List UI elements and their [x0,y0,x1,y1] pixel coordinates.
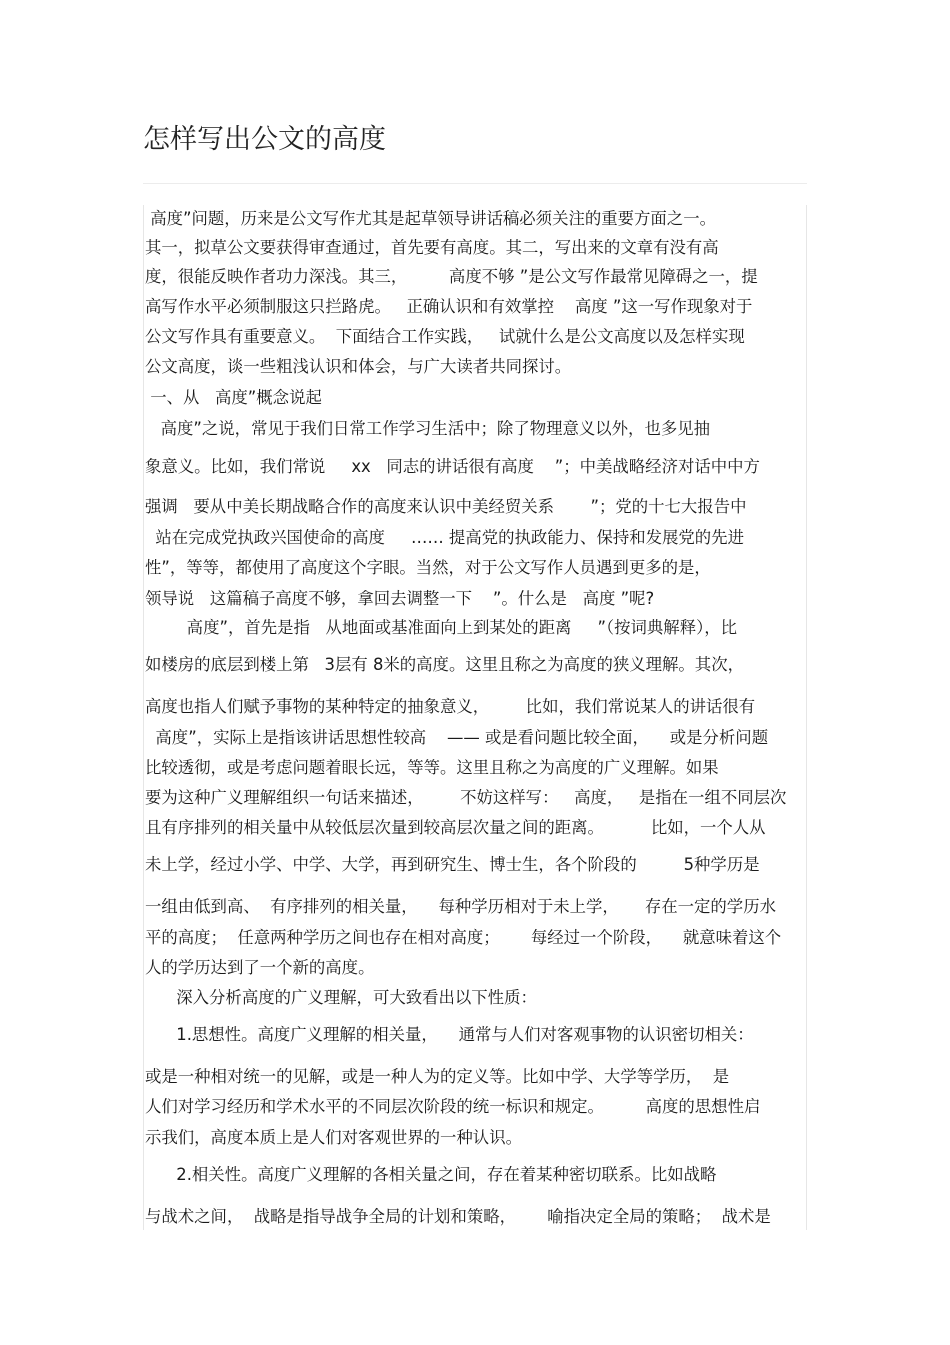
text-line: 公文高度，谈一些粗浅认识和体会，与广大读者共同探讨。 [145,357,572,376]
text-line: 高度也指人们赋予事物的某种特定的抽象意义， 比如，我们常说某人的讲话很有 [145,697,756,716]
text-line: 平的高度； 任意两种学历之间也存在相对高度； 每经过一个阶段， 就意味着这个 [145,928,782,947]
text-line: 高写作水平必须制服这只拦路虎。 正确认识和有效掌控 高度 ”这一写作现象对于 [145,297,753,316]
text-line: 要为这种广义理解组织一句话来描述， 不妨这样写： 高度， 是指在一组不同层次 [145,788,787,807]
text-line: 比较透彻，或是考虑问题着眼长远，等等。这里且称之为高度的广义理解。如果 [145,758,719,777]
text-line: 人们对学习经历和学术水平的不同层次阶段的统一标识和规定。 高度的思想性启 [145,1097,761,1116]
text-line: 示我们，高度本质上是人们对客观世界的一种认识。 [145,1128,522,1147]
text-line: 性”，等等，都使用了高度这个字眼。当然，对于公文写作人员遇到更多的是， [145,558,711,577]
text-line: 2.相关性。高度广义理解的各相关量之间，存在着某种密切联系。比如战略 [145,1165,717,1184]
text-line: 领导说 这篇稿子高度不够，拿回去调整一下 ”。什么是 高度 ”呢? [145,589,655,608]
text-line: 或是一种相对统一的见解，或是一种人为的定义等。比如中学、大学等学历， 是 [145,1067,730,1086]
page-title: 怎样写出公文的高度 [143,124,386,155]
text-line: 高度”，实际上是指该讲话思想性较高 —— 或是看问题比较全面， 或是分析问题 [145,728,769,747]
section-heading: 一、从 高度”概念说起 [145,388,322,407]
text-line: 深入分析高度的广义理解，可大致看出以下性质： [145,988,537,1007]
text-line: 1.思想性。高度广义理解的相关量， 通常与人们对客观事物的认识密切相关： [145,1025,754,1044]
text-line: 站在完成党执政兴国使命的高度 …… 提高党的执政能力、保持和发展党的先进 [145,528,744,547]
text-line: 高度”，首先是指 从地面或基准面向上到某处的距离 ”（按词典解释），比 [145,618,738,637]
text-line: 公文写作具有重要意义。 下面结合工作实践， 试就什么是公文高度以及怎样实现 [145,327,745,346]
text-line: 且有序排列的相关量中从较低层次量到较高层次量之间的距离。 比如，一个人从 [145,818,766,837]
text-line: 未上学，经过小学、中学、大学，再到研究生、博士生，各个阶段的 5种学历是 [145,855,760,874]
text-line: 度，很能反映作者功力深浅。其三， 高度不够 ”是公文写作最常见障碍之一，提 [145,267,758,286]
text-line: 人的学历达到了一个新的高度。 [145,958,375,977]
text-line: 一组由低到高、 有序排列的相关量， 每种学历相对于未上学， 存在一定的学历水 [145,897,776,916]
text-line: 象意义。比如，我们常说 xx 同志的讲话很有高度 ”；中美战略经济对话中中方 [145,457,760,476]
text-line: 高度”之说，常见于我们日常工作学习生活中；除了物理意义以外，也多见抽 [145,419,711,438]
content-frame-right-border [806,205,807,1230]
text-line: 与战术之间， 战略是指导战争全局的计划和策略， 喻指决定全局的策略； 战术是 [145,1207,771,1226]
title-divider [143,183,807,184]
text-line: 如楼房的底层到楼上第 3层有 8米的高度。这里且称之为高度的狭义理解。其次， [145,655,744,674]
text-line: 高度”问题，历来是公文写作尤其是起草领导讲话稿必须关注的重要方面之一。 [145,209,716,228]
text-line: 强调 要从中美长期战略合作的高度来认识中美经贸关系 ”；党的十七大报告中 [145,497,747,516]
text-line: 其一，拟草公文要获得审查通过，首先要有高度。其二，写出来的文章有没有高 [145,238,719,257]
content-frame-left-border [143,205,144,1230]
